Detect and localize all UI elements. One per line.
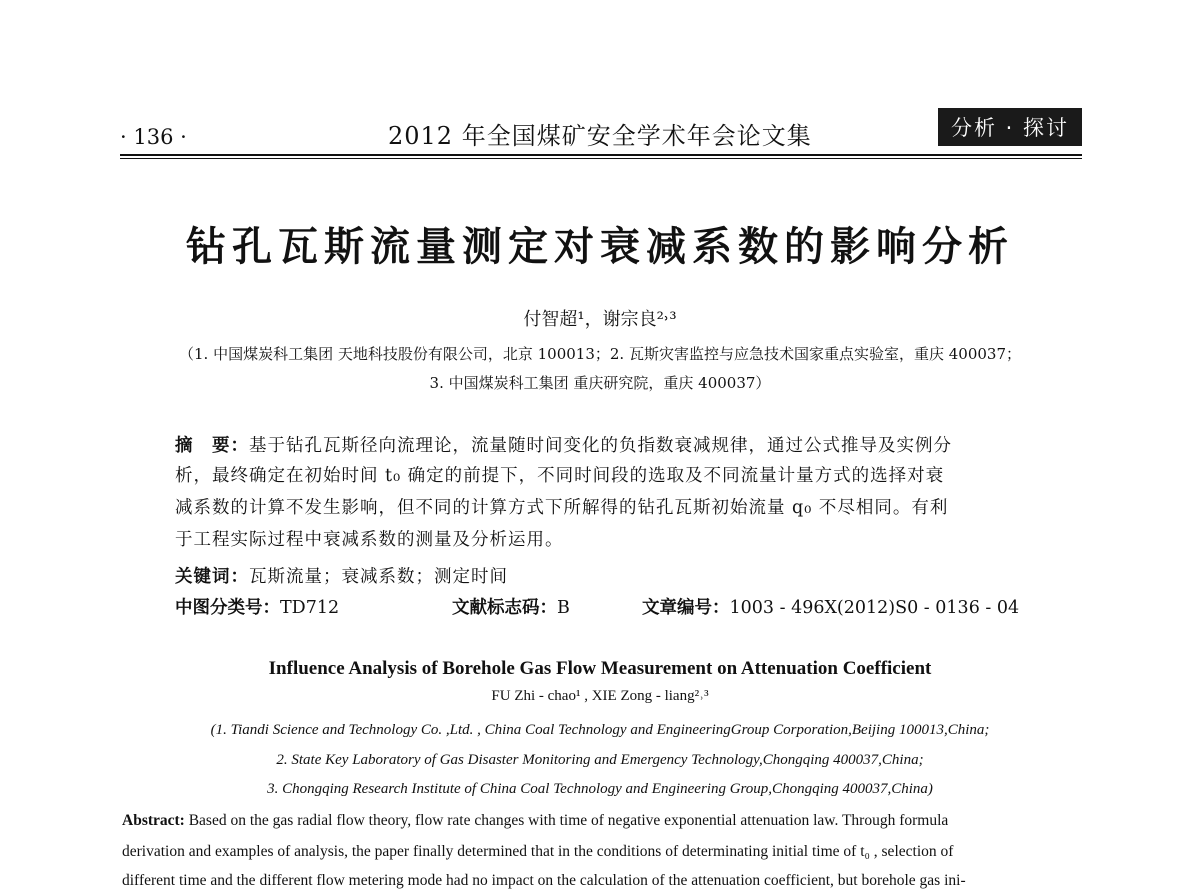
paper-title-en: Influence Analysis of Borehole Gas Flow Measurement on Attenuation Coefficient	[268, 658, 932, 679]
abstract-en-line-2: derivation and examples of analysis, the paper finally determined that in the conditions of determinating initial time of t₀ , selection of	[122, 843, 954, 860]
clc-label: 中图分类号：	[175, 598, 280, 618]
doc-code-value: B	[557, 598, 570, 618]
abstract-cn-line-3: 减系数的计算不发生影响，但不同的计算方式下所解得的钻孔瓦斯初始流量 q₀ 不尽相同。有利	[175, 498, 949, 518]
abstract-cn-line-2: 析，最终确定在初始时间 t₀ 确定的前提下，不同时间段的选取及不同流量计量方式的选择对衰	[175, 466, 945, 486]
keywords-cn-label: 关键词：	[175, 567, 249, 587]
keywords-cn	[175, 563, 508, 588]
abstract-en-line-1	[122, 812, 1084, 830]
article-number	[642, 594, 1019, 619]
abstract-en-label: Abstract:	[122, 812, 185, 829]
affiliation-en-line-3: 3. Chongqing Research Institute of China Coal Technology and Engineering Group,Chongqing 400037,China)	[267, 781, 933, 797]
keywords-cn-text: 瓦斯流量；衰减系数；测定时间	[249, 567, 508, 587]
abstract-cn-line-4: 于工程实际过程中衰减系数的测量及分析运用。	[175, 530, 564, 550]
abstract-cn-label: 摘 要：	[175, 436, 249, 456]
section-badge: 分析 · 探讨	[938, 108, 1082, 146]
affiliation-cn-line-2: 3. 中国煤炭科工集团 重庆研究院，重庆 400037）	[429, 374, 771, 392]
journal-title: 2012 年全国煤矿安全学术年会论文集	[388, 122, 812, 150]
affiliation-en-line-2: 2. State Key Laboratory of Gas Disaster Monitoring and Emergency Technology,Chongqing 400037,China;	[276, 752, 924, 768]
article-no-value: 1003 - 496X(2012)S0 - 0136 - 04	[729, 598, 1020, 618]
abstract-en-text-1: Based on the gas radial flow theory, flow rate changes with time of negative exponential attenuation law. Through formula	[188, 812, 949, 829]
header-rule-thin	[120, 158, 1082, 159]
authors-en: FU Zhi - chao¹ , XIE Zong - liang²˒³	[491, 688, 709, 704]
article-no-label: 文章编号：	[642, 598, 730, 618]
clc-code	[175, 594, 339, 619]
document-code	[452, 594, 570, 619]
header-rule	[120, 154, 1082, 156]
affiliation-cn-line-1: （1. 中国煤炭科工集团 天地科技股份有限公司，北京 100013；2. 瓦斯灾害监控与应急技术国家重点实验室，重庆 400037；	[179, 345, 1021, 363]
page-number: · 136 ·	[120, 125, 187, 149]
doc-code-label: 文献标志码：	[452, 598, 557, 618]
paper-title-cn: 钻孔瓦斯流量测定对衰减系数的影响分析	[186, 224, 1014, 270]
authors-cn: 付智超¹，谢宗良²˒³	[523, 309, 677, 330]
abstract-cn-text-1: 基于钻孔瓦斯径向流理论，流量随时间变化的负指数衰减规律，通过公式推导及实例分	[249, 436, 952, 456]
clc-value: TD712	[280, 598, 340, 618]
abstract-en-line-3: different time and the different flow metering mode had no impact on the calculation of the attenuation coefficient, but borehole gas ini-	[122, 872, 966, 889]
affiliation-en-line-1: (1. Tiandi Science and Technology Co. ,Ltd. , China Coal Technology and EngineeringGroup Corporation,Beijing 100013,China;	[210, 722, 990, 738]
abstract-cn-line-1	[175, 432, 952, 457]
